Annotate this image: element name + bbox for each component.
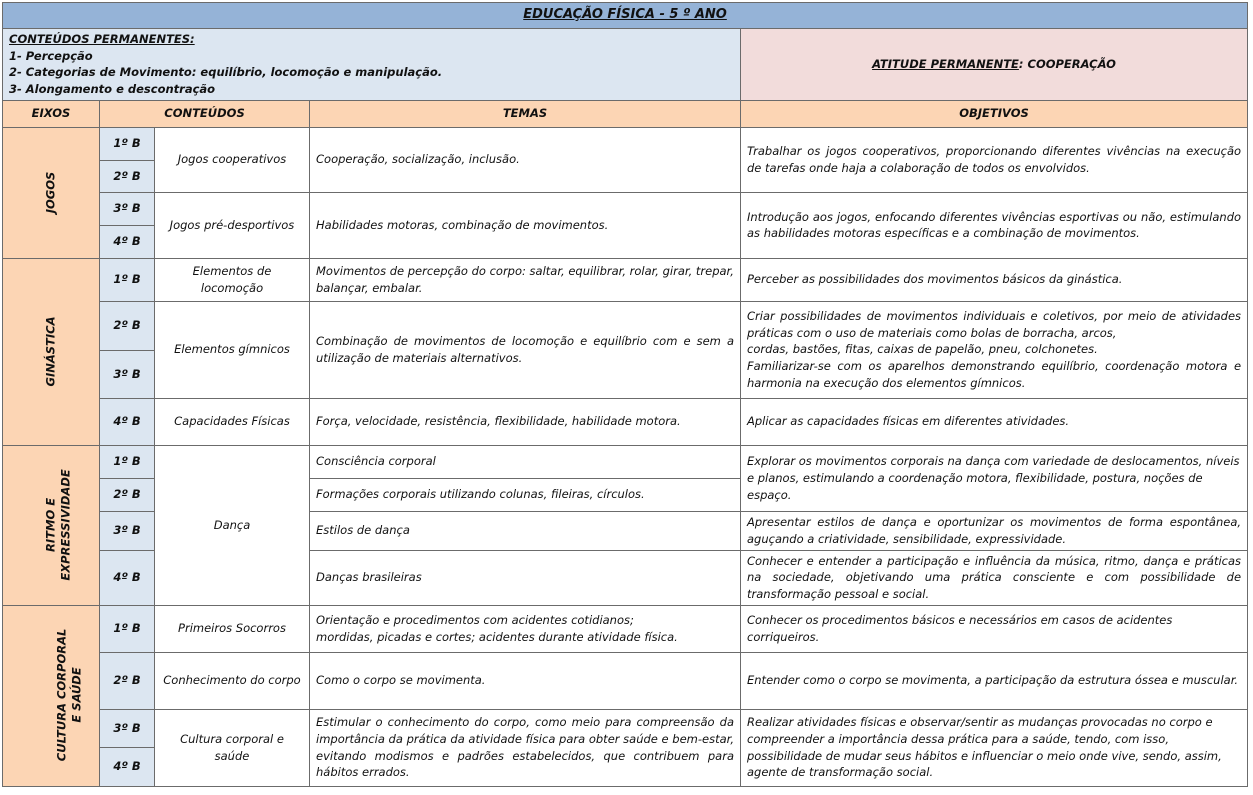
objective-cell: Conhecer os procedimentos básicos e necessários em casos de acidentes corriqueiros. <box>741 605 1248 652</box>
grade-cell: 2º B <box>100 301 155 350</box>
axis-label: RITMO E EXPRESSIVIDADE <box>43 469 73 581</box>
axis-label: JOGOS <box>43 172 58 214</box>
theme-cell <box>310 605 741 652</box>
content-cell: Conhecimento do corpo <box>155 652 310 709</box>
objective-cell: Perceber as possibilidades dos movimentos básicos da ginástica. <box>741 258 1248 301</box>
permanent-item: 2- Categorias de Movimento: equilíbrio, locomoção e manipulação. <box>9 65 443 80</box>
grade-cell: 2º B <box>100 478 155 511</box>
objective-cell: Conhecer e entender a participação e influência da música, ritmo, dança e práticas na sociedade, objetivando uma prática consciente e com possibilidade de transformação pessoal e social. <box>741 550 1248 605</box>
theme-cell: Danças brasileiras <box>310 550 741 605</box>
grade-cell: 3º B <box>100 709 155 747</box>
objective-cell: Aplicar as capacidades físicas em diferentes atividades. <box>741 398 1248 445</box>
permanent-item: 3- Alongamento e descontração <box>9 82 216 97</box>
grade-cell: 3º B <box>100 192 155 225</box>
theme-cell: Força, velocidade, resistência, flexibilidade, habilidade motora. <box>310 398 741 445</box>
page-title: EDUCAÇÃO FÍSICA - 5 º ANO <box>3 3 1248 29</box>
grade-cell: 1º B <box>100 258 155 301</box>
grade-cell: 3º B <box>100 511 155 550</box>
theme-cell: Formações corporais utilizando colunas, fileiras, círculos. <box>310 478 741 511</box>
header-axes: EIXOS <box>3 100 100 127</box>
theme-cell: Consciência corporal <box>310 445 741 478</box>
permanent-contents <box>3 29 741 101</box>
attitude-value: : COOPERAÇÃO <box>1018 57 1116 71</box>
grade-cell: 3º B <box>100 350 155 398</box>
attitude-label: ATITUDE PERMANENTE <box>872 57 1019 71</box>
theme-line: Orientação e procedimentos com acidentes cotidianos; <box>316 613 634 628</box>
grade-cell: 4º B <box>100 747 155 786</box>
content-cell: Primeiros Socorros <box>155 605 310 652</box>
grade-cell: 2º B <box>100 652 155 709</box>
grade-cell: 1º B <box>100 445 155 478</box>
axis-jogos <box>3 127 100 258</box>
content-cell: Cultura corporal e saúde <box>155 709 310 786</box>
content-cell: Dança <box>155 445 310 605</box>
objective-line: Criar possibilidades de movimentos individuais e coletivos, por meio de atividades práticas com o uso de materiais como bolas de borracha, arcos, <box>747 309 1242 340</box>
grade-cell: 4º B <box>100 398 155 445</box>
objective-cell: Entender como o corpo se movimenta, a participação da estrutura óssea e muscular. <box>741 652 1248 709</box>
axis-label: CULTURA CORPORAL E SAÚDE <box>54 629 84 762</box>
content-cell: Jogos cooperativos <box>155 127 310 192</box>
content-cell: Jogos pré-desportivos <box>155 192 310 258</box>
grade-cell: 2º B <box>100 160 155 192</box>
header-contents: CONTEÚDOS <box>100 100 310 127</box>
theme-cell: Habilidades motoras, combinação de movimentos. <box>310 192 741 258</box>
axis-label: GINÁSTICA <box>43 316 58 387</box>
axis-ritmo <box>3 445 100 605</box>
grade-cell: 4º B <box>100 550 155 605</box>
header-themes: TEMAS <box>310 100 741 127</box>
permanent-item: 1- Percepção <box>9 48 93 63</box>
theme-cell: Estilos de dança <box>310 511 741 550</box>
content-cell: Elementos de locomoção <box>155 258 310 301</box>
objective-cell: Apresentar estilos de dança e oportunizar os movimentos de forma espontânea, aguçando a criatividade, sensibilidade, expressividade. <box>741 511 1248 550</box>
permanent-contents-heading: CONTEÚDOS PERMANENTES: <box>9 32 195 46</box>
objective-cell <box>741 301 1248 398</box>
objective-cell: Introdução aos jogos, enfocando diferentes vivências esportivas ou não, estimulando as habilidades motoras específicas e a combinação de movimentos. <box>741 192 1248 258</box>
curriculum-table <box>2 2 1248 787</box>
theme-cell: Como o corpo se movimenta. <box>310 652 741 709</box>
theme-cell: Cooperação, socialização, inclusão. <box>310 127 741 192</box>
theme-cell: Movimentos de percepção do corpo: saltar, equilibrar, rolar, girar, trepar, balançar, embalar. <box>310 258 741 301</box>
theme-line: mordidas, picadas e cortes; acidentes durante atividade física. <box>316 629 678 644</box>
grade-cell: 1º B <box>100 127 155 160</box>
objective-cell: Trabalhar os jogos cooperativos, proporcionando diferentes vivências na execução de tarefas onde haja a colaboração de todos os envolvidos. <box>741 127 1248 192</box>
header-objectives: OBJETIVOS <box>741 100 1248 127</box>
objective-cell: Realizar atividades físicas e observar/sentir as mudanças provocadas no corpo e compreender a importância dessa prática para a saúde, tendo, com isso, possibilidade de mudar seus hábitos e influenciar o meio onde vive, sendo, assim, agente de transformação social. <box>741 709 1248 786</box>
objective-cell: Explorar os movimentos corporais na dança com variedade de deslocamentos, níveis e planos, estimulando a coordenação motora, flexibilidade, postura, noções de espaço. <box>741 445 1248 511</box>
axis-ginastica <box>3 258 100 445</box>
objective-line: Familiarizar-se com os aparelhos demonstrando equilíbrio, coordenação motora e harmonia na execução dos elementos gímnicos. <box>747 359 1242 390</box>
theme-cell: Estimular o conhecimento do corpo, como meio para compreensão da importância da prática da atividade física para obter saúde e bem-estar, evitando modismos e padrões estabelecidos, que contribuem para hábitos errados. <box>310 709 741 786</box>
grade-cell: 1º B <box>100 605 155 652</box>
grade-cell: 4º B <box>100 225 155 258</box>
theme-cell: Combinação de movimentos de locomoção e equilíbrio com e sem a utilização de materiais alternativos. <box>310 301 741 398</box>
objective-line: cordas, bastões, fitas, caixas de papelão, pneu, colchonetes. <box>747 342 1098 357</box>
content-cell: Capacidades Físicas <box>155 398 310 445</box>
permanent-attitude <box>741 29 1248 101</box>
axis-cultura <box>3 605 100 786</box>
content-cell: Elementos gímnicos <box>155 301 310 398</box>
